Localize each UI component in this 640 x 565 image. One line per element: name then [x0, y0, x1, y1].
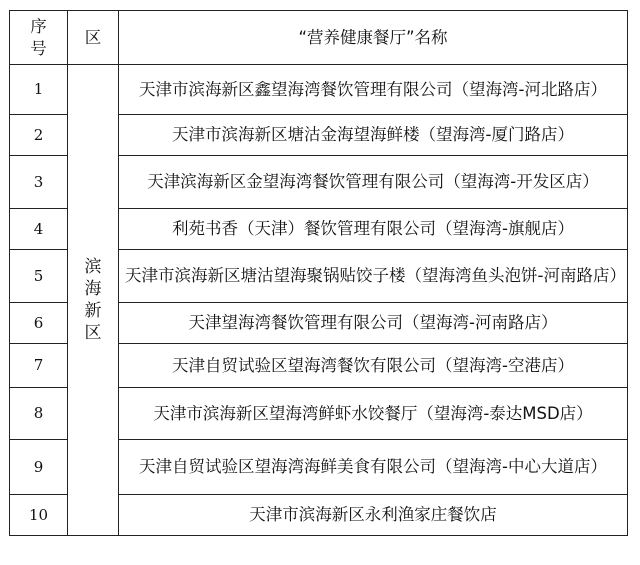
restaurant-name: 天津市滨海新区永利渔家庄餐饮店: [119, 495, 628, 536]
row-number: 3: [10, 156, 68, 209]
restaurant-name: 天津市滨海新区望海湾鲜虾水饺餐厅（望海湾-泰达MSD店）: [119, 388, 628, 440]
row-number: 6: [10, 303, 68, 344]
row-number: 9: [10, 440, 68, 495]
district-cell: [68, 65, 119, 536]
row-number: 4: [10, 209, 68, 250]
restaurant-name: 天津自贸试验区望海湾海鲜美食有限公司（望海湾-中心大道店）: [119, 440, 628, 495]
restaurant-name: 天津市滨海新区塘沽望海聚锅贴饺子楼（望海湾鱼头泡饼-河南路店）: [119, 250, 628, 303]
restaurant-name: 天津滨海新区金望海湾餐饮管理有限公司（望海湾-开发区店）: [119, 156, 628, 209]
row-number: 10: [10, 495, 68, 536]
table-row: [10, 65, 628, 115]
restaurant-table: [9, 10, 628, 536]
header-district: 区: [68, 11, 119, 65]
restaurant-name: 天津自贸试验区望海湾餐饮有限公司（望海湾-空港店）: [119, 344, 628, 388]
restaurant-name: 天津市滨海新区塘沽金海望海鲜楼（望海湾-厦门路店）: [119, 115, 628, 156]
restaurant-name: 利苑书香（天津）餐饮管理有限公司（望海湾-旗舰店）: [119, 209, 628, 250]
header-name: “营养健康餐厅”名称: [119, 11, 628, 65]
header-no-label: 序号: [30, 16, 47, 58]
header-no: [10, 11, 68, 65]
restaurant-name: 天津望海湾餐饮管理有限公司（望海湾-河南路店）: [119, 303, 628, 344]
row-number: 2: [10, 115, 68, 156]
row-number: 8: [10, 388, 68, 440]
row-number: 7: [10, 344, 68, 388]
row-number: 1: [10, 65, 68, 115]
header-row: [10, 11, 628, 65]
district-label: 滨海新区: [84, 257, 102, 343]
restaurant-name: 天津市滨海新区鑫望海湾餐饮管理有限公司（望海湾-河北路店）: [119, 65, 628, 115]
row-number: 5: [10, 250, 68, 303]
